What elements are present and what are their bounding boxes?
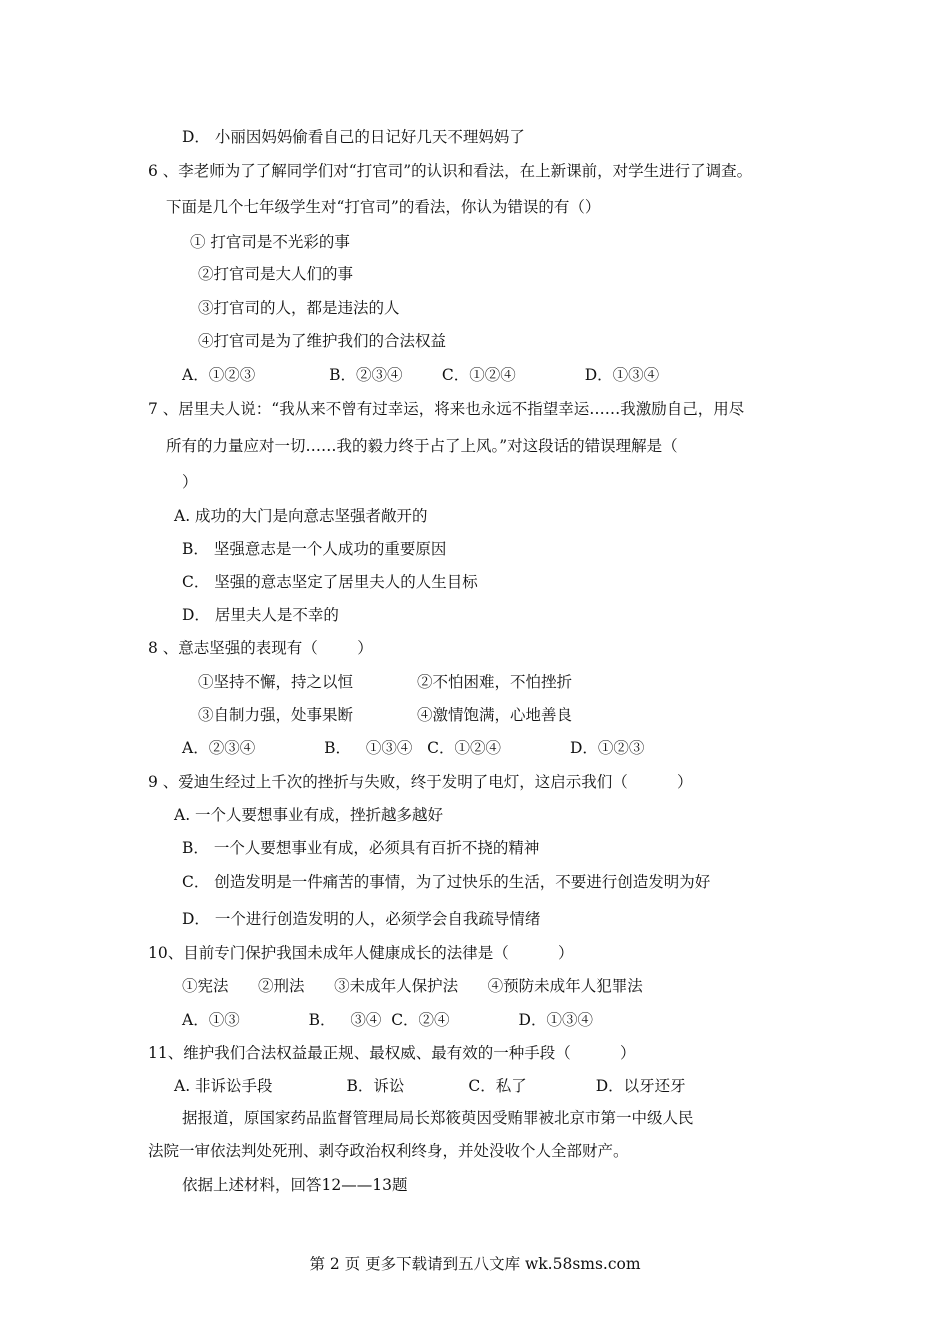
material-line-2: 法院一审依法判处死刑、剥夺政治权利终身，并处没收个人全部财产。 <box>148 1142 629 1160</box>
q7-option-c: C． 坚强的意志坚定了居里夫人的人生目标 <box>182 573 478 591</box>
q11-options: A. 非诉讼手段 B．诉讼 C．私了 D．以牙还牙 <box>174 1077 686 1095</box>
q8-stem: 8 、意志坚强的表现有（ ） <box>148 639 373 657</box>
q11-stem: 11、维护我们合法权益最正规、最权威、最有效的一种手段（ ） <box>148 1044 636 1062</box>
q8-items-row-1: ①坚持不懈，持之以恒 ②不怕困难，不怕挫折 <box>198 673 573 691</box>
material-instruction: 依据上述材料，回答12——13题 <box>182 1176 408 1194</box>
q6-item-2: ②打官司是大人们的事 <box>198 265 354 283</box>
q9-option-a: A. 一个人要想事业有成，挫折越多越好 <box>174 806 444 824</box>
q6-stem-line-1: 6 、李老师为了了解同学们对“打官司”的认识和看法，在上新课前，对学生进行了调查。 <box>148 162 753 180</box>
q7-stem-line-2: 所有的力量应对一切……我的毅力终于占了上风。”对这段话的错误理解是（ <box>166 437 678 455</box>
q6-item-1: ① 打官司是不光彩的事 <box>190 233 350 251</box>
q9-option-d: D． 一个进行创造发明的人，必须学会自我疏导情绪 <box>182 910 541 928</box>
q6-stem-line-2: 下面是几个七年级学生对“打官司”的看法，你认为错误的有（） <box>166 198 601 216</box>
q7-option-a: A. 成功的大门是向意志坚强者敞开的 <box>174 507 428 525</box>
q6-item-4: ④打官司是为了维护我们的合法权益 <box>198 332 447 350</box>
q9-stem: 9 、爱迪生经过上千次的挫折与失败，终于发明了电灯，这启示我们（ ） <box>148 773 693 791</box>
q7-option-b: B． 坚强意志是一个人成功的重要原因 <box>182 540 447 558</box>
q10-options: A．①③ B． ③④ C．②④ D．①③④ <box>182 1011 593 1029</box>
page-footer: 第 2 页 更多下载请到五八文库 wk.58sms.com <box>309 1255 641 1273</box>
material-line-1: 据报道，原国家药品监督管理局局长郑筱萸因受贿罪被北京市第一中级人民 <box>182 1109 694 1127</box>
q8-items-row-2: ③自制力强，处事果断 ④激情饱满，心地善良 <box>198 706 573 724</box>
q9-option-b: B． 一个人要想事业有成，必须具有百折不挠的精神 <box>182 839 540 857</box>
q10-stem: 10、目前专门保护我国未成年人健康成长的法律是（ ） <box>148 944 574 962</box>
q6-item-3: ③打官司的人，都是违法的人 <box>198 299 400 317</box>
q7-stem-line-3: ） <box>182 473 198 491</box>
q9-option-c: C． 创造发明是一件痛苦的事情，为了过快乐的生活，不要进行创造发明为好 <box>182 873 711 891</box>
q10-items: ①宪法 ②刑法 ③未成年人保护法 ④预防未成年人犯罪法 <box>182 977 643 995</box>
q7-stem-line-1: 7 、居里夫人说：“我从来不曾有过幸运，将来也永远不指望幸运……我激励自己，用尽 <box>148 400 745 418</box>
q7-option-d: D． 居里夫人是不幸的 <box>182 606 339 624</box>
q8-options: A．②③④ B． ①③④ C．①②④ D．①②③ <box>182 739 645 757</box>
q5-option-d: D． 小丽因妈妈偷看自己的日记好几天不理妈妈了 <box>182 128 525 146</box>
q6-options: A．①②③ B．②③④ C．①②④ D．①③④ <box>182 366 660 384</box>
